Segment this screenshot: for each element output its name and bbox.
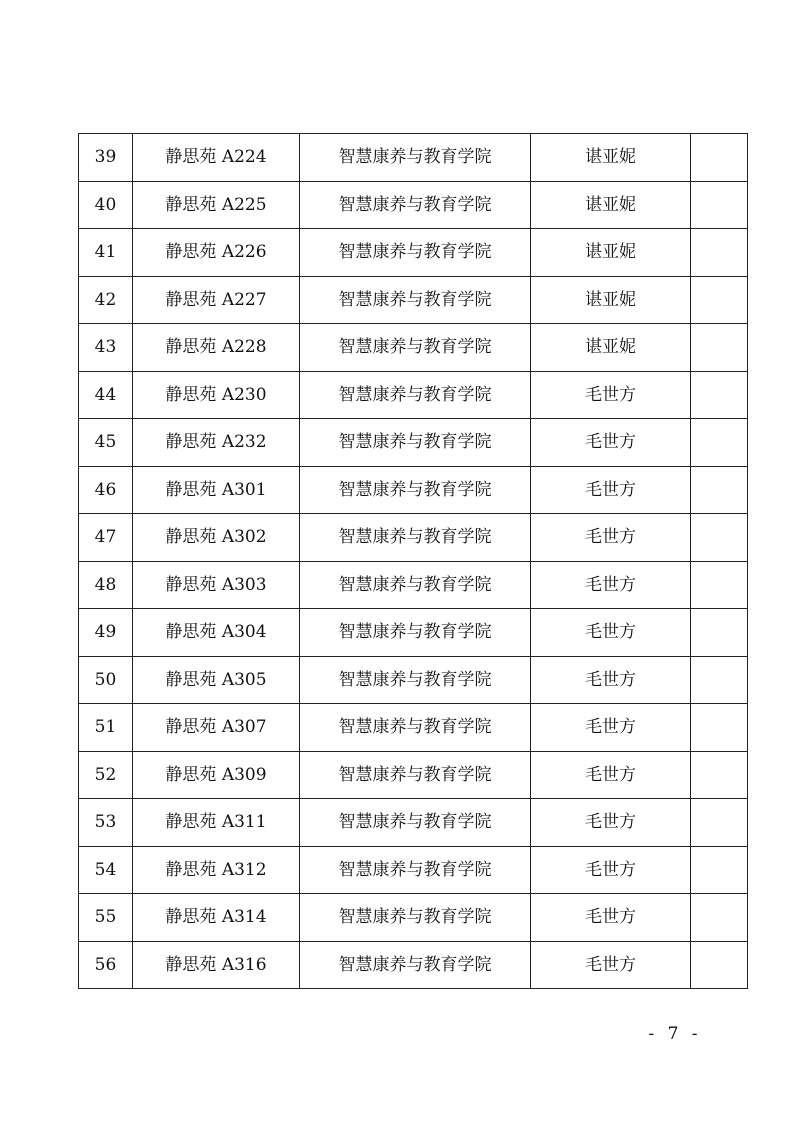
table-row: [79, 419, 748, 467]
cell-room: 静思苑 A230: [133, 371, 300, 419]
cell-person: 谌亚妮: [531, 324, 691, 372]
cell-college: 智慧康养与教育学院: [300, 751, 531, 799]
cell-person: 谌亚妮: [531, 229, 691, 277]
table-row: [79, 514, 748, 562]
cell-note: [691, 419, 748, 467]
cell-person: 毛世方: [531, 704, 691, 752]
cell-room: 静思苑 A301: [133, 466, 300, 514]
cell-room: 静思苑 A225: [133, 181, 300, 229]
cell-person: 毛世方: [531, 561, 691, 609]
table-row: [79, 466, 748, 514]
cell-number: 39: [79, 134, 133, 182]
cell-college: 智慧康养与教育学院: [300, 704, 531, 752]
cell-person: 毛世方: [531, 371, 691, 419]
cell-note: [691, 704, 748, 752]
cell-room: 静思苑 A304: [133, 609, 300, 657]
cell-college: 智慧康养与教育学院: [300, 229, 531, 277]
table-row: [79, 846, 748, 894]
dormitory-table: [78, 133, 748, 989]
cell-number: 43: [79, 324, 133, 372]
cell-number: 48: [79, 561, 133, 609]
table-body: [79, 134, 748, 989]
table-row: [79, 799, 748, 847]
cell-number: 40: [79, 181, 133, 229]
cell-person: 毛世方: [531, 941, 691, 989]
cell-note: [691, 799, 748, 847]
cell-college: 智慧康养与教育学院: [300, 419, 531, 467]
cell-number: 47: [79, 514, 133, 562]
cell-number: 49: [79, 609, 133, 657]
table-row: [79, 324, 748, 372]
page-number: - 7 -: [648, 1024, 702, 1044]
table-row: [79, 656, 748, 704]
cell-room: 静思苑 A303: [133, 561, 300, 609]
cell-person: 谌亚妮: [531, 134, 691, 182]
cell-note: [691, 894, 748, 942]
cell-person: 谌亚妮: [531, 276, 691, 324]
cell-number: 56: [79, 941, 133, 989]
cell-note: [691, 751, 748, 799]
cell-college: 智慧康养与教育学院: [300, 134, 531, 182]
cell-room: 静思苑 A316: [133, 941, 300, 989]
cell-note: [691, 846, 748, 894]
cell-person: 毛世方: [531, 799, 691, 847]
cell-number: 44: [79, 371, 133, 419]
cell-number: 52: [79, 751, 133, 799]
cell-person: 毛世方: [531, 609, 691, 657]
cell-number: 53: [79, 799, 133, 847]
table-row: [79, 704, 748, 752]
cell-note: [691, 134, 748, 182]
cell-room: 静思苑 A226: [133, 229, 300, 277]
cell-room: 静思苑 A232: [133, 419, 300, 467]
cell-note: [691, 466, 748, 514]
cell-note: [691, 561, 748, 609]
cell-number: 42: [79, 276, 133, 324]
cell-note: [691, 181, 748, 229]
cell-person: 毛世方: [531, 894, 691, 942]
cell-room: 静思苑 A311: [133, 799, 300, 847]
cell-college: 智慧康养与教育学院: [300, 371, 531, 419]
table-row: [79, 181, 748, 229]
cell-college: 智慧康养与教育学院: [300, 276, 531, 324]
cell-college: 智慧康养与教育学院: [300, 514, 531, 562]
table-row: [79, 371, 748, 419]
table-row: [79, 941, 748, 989]
cell-note: [691, 656, 748, 704]
cell-note: [691, 324, 748, 372]
cell-room: 静思苑 A309: [133, 751, 300, 799]
cell-note: [691, 371, 748, 419]
table-row: [79, 134, 748, 182]
table-row: [79, 894, 748, 942]
cell-room: 静思苑 A224: [133, 134, 300, 182]
cell-note: [691, 514, 748, 562]
cell-number: 46: [79, 466, 133, 514]
cell-room: 静思苑 A307: [133, 704, 300, 752]
table-row: [79, 751, 748, 799]
cell-room: 静思苑 A228: [133, 324, 300, 372]
table-row: [79, 609, 748, 657]
cell-room: 静思苑 A302: [133, 514, 300, 562]
cell-person: 毛世方: [531, 419, 691, 467]
cell-college: 智慧康养与教育学院: [300, 846, 531, 894]
cell-note: [691, 941, 748, 989]
cell-college: 智慧康养与教育学院: [300, 656, 531, 704]
cell-person: 谌亚妮: [531, 181, 691, 229]
cell-number: 41: [79, 229, 133, 277]
cell-number: 50: [79, 656, 133, 704]
cell-room: 静思苑 A305: [133, 656, 300, 704]
table-row: [79, 276, 748, 324]
cell-college: 智慧康养与教育学院: [300, 799, 531, 847]
cell-college: 智慧康养与教育学院: [300, 466, 531, 514]
cell-note: [691, 276, 748, 324]
cell-person: 毛世方: [531, 466, 691, 514]
cell-person: 毛世方: [531, 656, 691, 704]
cell-college: 智慧康养与教育学院: [300, 181, 531, 229]
cell-number: 45: [79, 419, 133, 467]
cell-person: 毛世方: [531, 751, 691, 799]
table-row: [79, 229, 748, 277]
cell-note: [691, 229, 748, 277]
cell-person: 毛世方: [531, 846, 691, 894]
cell-room: 静思苑 A227: [133, 276, 300, 324]
cell-person: 毛世方: [531, 514, 691, 562]
cell-note: [691, 609, 748, 657]
cell-room: 静思苑 A312: [133, 846, 300, 894]
cell-number: 54: [79, 846, 133, 894]
cell-college: 智慧康养与教育学院: [300, 561, 531, 609]
cell-college: 智慧康养与教育学院: [300, 324, 531, 372]
table-row: [79, 561, 748, 609]
cell-room: 静思苑 A314: [133, 894, 300, 942]
cell-number: 51: [79, 704, 133, 752]
cell-college: 智慧康养与教育学院: [300, 894, 531, 942]
cell-number: 55: [79, 894, 133, 942]
cell-college: 智慧康养与教育学院: [300, 941, 531, 989]
cell-college: 智慧康养与教育学院: [300, 609, 531, 657]
